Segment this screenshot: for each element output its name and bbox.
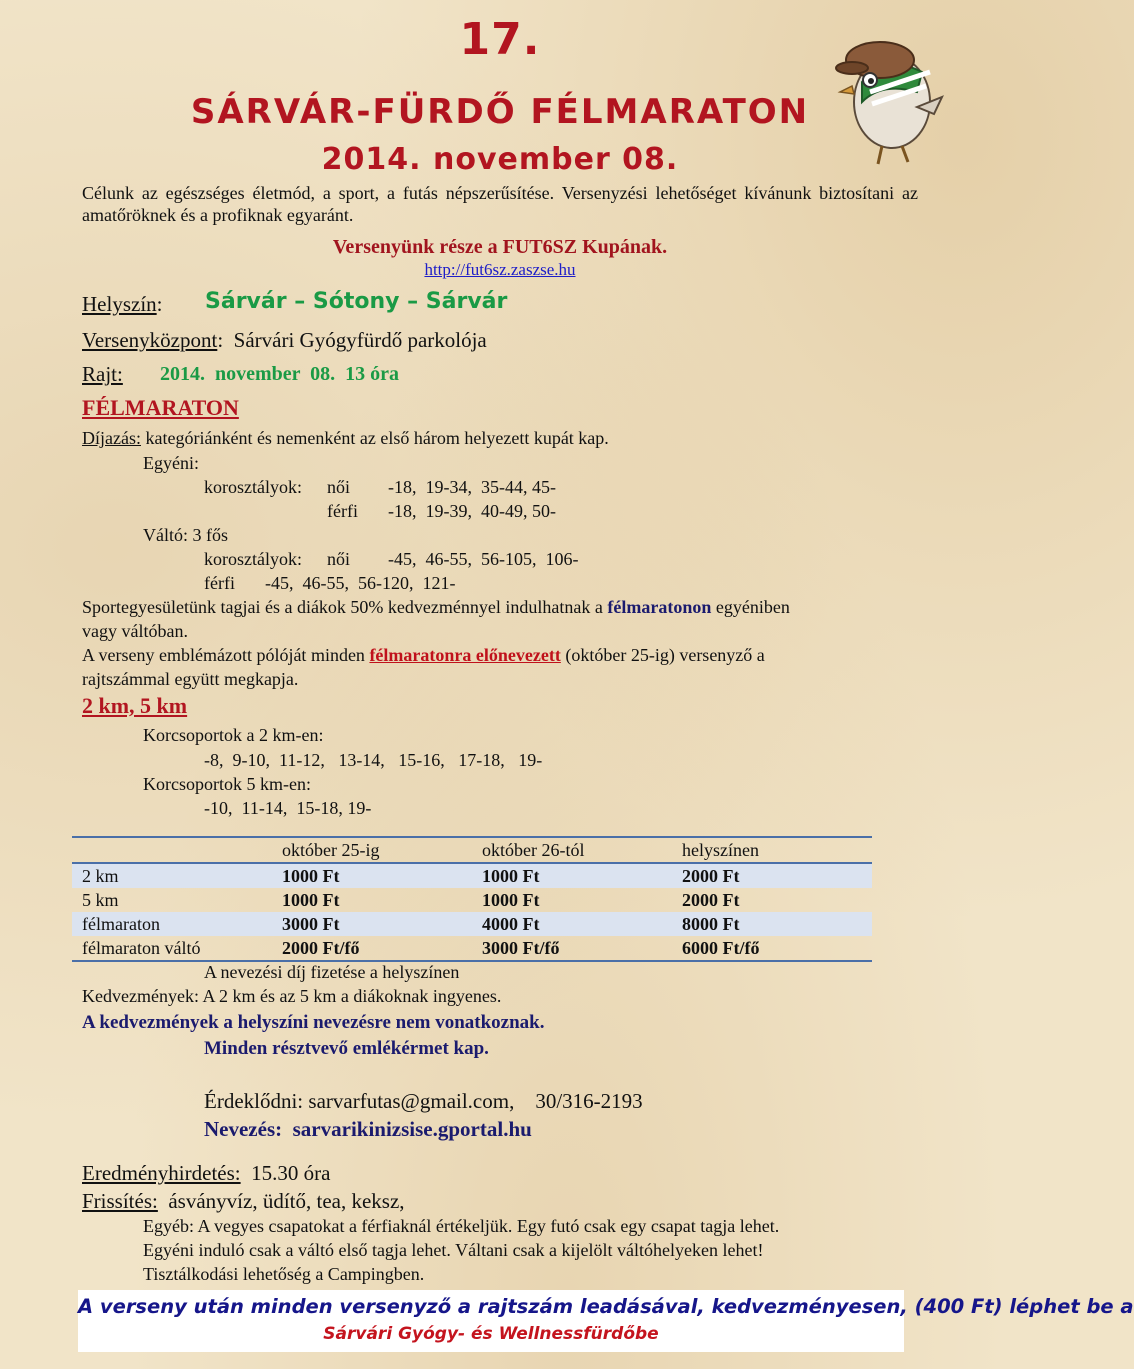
groups-5km: -10, 11-14, 15-18, 19- [204, 798, 372, 818]
individual-label: Egyéni: [143, 453, 199, 473]
medal-note: Minden résztvevő emlékérmet kap. [204, 1038, 489, 1059]
shirt-text-c: (október 25-ig) versenyző a [560, 645, 765, 665]
row-label: 5 km [82, 889, 119, 910]
location-label: Helyszín [82, 292, 157, 316]
fees-header-late: október 26-tól [472, 837, 672, 863]
prize-label: Díjazás: [82, 428, 141, 448]
discount-text-a: Sportegyesületünk tagjai és a diákok 50% kedvezménnyel indulhatnak a [82, 597, 608, 617]
ind-male-groups: -18, 19-39, 40-49, 50- [388, 501, 556, 521]
refresh-row [82, 1189, 405, 1214]
results-row [82, 1161, 330, 1186]
ind-age-groups-label: korosztályok: [204, 477, 302, 497]
half-marathon-title: FÉLMARATON [82, 395, 239, 420]
shirt-line-2: rajtszámmal együtt megkapja. [82, 669, 299, 689]
short-races-title: 2 km, 5 km [82, 693, 188, 718]
discount-note: Kedvezmények: A 2 km és az 5 km a diákoknak ingyenes. [82, 986, 502, 1006]
fee-late: 4000 Ft [482, 913, 540, 934]
entry-label: Nevezés: [204, 1117, 283, 1141]
row-label: félmaraton váltó [72, 936, 272, 961]
fee-early: 1000 Ft [282, 865, 340, 886]
fut6sz-link[interactable] [0, 260, 1000, 280]
bath-banner-line-1: A verseny után minden versenyző a rajtszám leadásával, kedvezményesen, (400 Ft) léphet be a [78, 1295, 1134, 1318]
bath-banner-line-2: Sárvári Gyógy- és Wellnessfürdőbe [323, 1324, 659, 1344]
table-row [72, 863, 872, 888]
center-value: Sárvári Gyógyfürdő parkolója [233, 328, 487, 352]
refresh-value: ásványvíz, üdítő, tea, keksz, [168, 1189, 405, 1213]
relay-age-groups-label: korosztályok: [204, 549, 302, 569]
cup-announcement: Versenyünk része a FUT6SZ Kupának. [332, 236, 668, 258]
other-line-2: Egyéni induló csak a váltó első tagja lehet. Váltani csak a kijelölt váltóhelyeken lehet! [143, 1240, 764, 1260]
location-value: Sárvár – Sótony – Sárvár [205, 289, 508, 314]
start-value: 2014. november 08. 13 óra [160, 363, 400, 385]
other-line-3: Tisztálkodási lehetőség a Campingben. [143, 1264, 425, 1284]
relay-male-groups: -45, 46-55, 56-120, 121- [265, 573, 456, 593]
ind-male-label: férfi [327, 501, 358, 521]
discount-text-c: egyéniben [711, 597, 790, 617]
row-label: félmaraton [82, 913, 160, 934]
other-line-1: Egyéb: A vegyes csapatokat a férfiaknál értékeljük. Egy futó csak egy csapat tagja lehet. [143, 1216, 780, 1236]
fees-header-onsite: helyszínen [672, 837, 872, 863]
prize-row [82, 428, 609, 449]
fee-early: 1000 Ft [282, 889, 340, 910]
discount-line-2: vagy váltóban. [82, 621, 188, 641]
relay-male-label: férfi [204, 573, 235, 593]
prize-text: kategóriánként és nemenként az első három helyezett kupát kap. [145, 428, 609, 448]
intro-text: Célunk az egészséges életmód, a sport, a futás népszerűsítése. Versenyzési lehetőséget kívánunk biztosítani az amatőröknek és a profiknak egyaránt. [82, 183, 918, 225]
fee-onsite: 2000 Ft [682, 889, 740, 910]
fees-header-row [72, 837, 872, 863]
groups-5km-label: Korcsoportok 5 km-en: [143, 774, 311, 794]
contact-info: Érdeklődni: sarvarfutas@gmail.com, 30/316-2193 [204, 1089, 643, 1113]
fee-late: 1000 Ft [482, 889, 540, 910]
results-value: 15.30 óra [251, 1161, 331, 1185]
fee-onsite: 8000 Ft [682, 913, 740, 934]
fee-late: 3000 Ft/fő [472, 936, 672, 961]
fee-onsite: 6000 Ft/fő [672, 936, 872, 961]
shirt-text-a: A verseny emblémázott pólóját minden [82, 645, 370, 665]
shirt-text-b: félmaratonra előnevezett [369, 645, 561, 665]
fees-header-early: október 25-ig [272, 837, 472, 863]
ind-female-label: női [327, 477, 351, 497]
relay-label: Váltó: 3 fős [143, 525, 228, 545]
fee-onsite: 2000 Ft [682, 865, 740, 886]
relay-female-groups: -45, 46-55, 56-105, 106- [388, 549, 579, 569]
row-label: 2 km [82, 865, 119, 886]
fees-header-empty [72, 837, 272, 863]
fees-table [72, 836, 872, 962]
start-label: Rajt: [82, 362, 123, 386]
table-row [72, 888, 872, 912]
groups-2km: -8, 9-10, 11-12, 13-14, 15-16, 17-18, 19- [204, 750, 543, 770]
table-row [72, 912, 872, 936]
results-label: Eredményhirdetés: [82, 1161, 241, 1185]
entry-row [204, 1117, 532, 1142]
ind-female-groups: -18, 19-34, 35-44, 45- [388, 477, 556, 497]
fee-early: 2000 Ft/fő [272, 936, 472, 961]
discount-line-1 [82, 597, 790, 618]
not-apply-note: A kedvezmények a helyszíni nevezésre nem vonatkoznak. [82, 1012, 545, 1033]
center-label: Versenyközpont [82, 328, 218, 352]
groups-2km-label: Korcsoportok a 2 km-en: [143, 725, 324, 745]
start-row [82, 362, 123, 387]
edition-number: 17. [459, 14, 541, 65]
shirt-line-1 [82, 645, 765, 666]
discount-text-b: félmaratonon [607, 597, 712, 617]
payment-note: A nevezési díj fizetése a helyszínen [204, 962, 460, 982]
entry-link[interactable]: sarvarikinizsise.gportal.hu [292, 1117, 532, 1141]
event-title: SÁRVÁR-FÜRDŐ FÉLMARATON [190, 92, 810, 132]
event-date: 2014. november 08. [321, 142, 679, 177]
location-row: Helyszín: [82, 292, 163, 316]
relay-female-label: női [327, 549, 351, 569]
fee-early: 3000 Ft [282, 913, 340, 934]
fut6sz-link-text[interactable]: http://fut6sz.zaszse.hu [424, 260, 576, 279]
fee-late: 1000 Ft [482, 865, 540, 886]
table-row [72, 936, 872, 961]
refresh-label: Frissítés: [82, 1189, 158, 1213]
runner-bird-mascot-icon [822, 12, 952, 172]
center-row: Versenyközpont: Sárvári Gyógyfürdő parkolója [82, 328, 487, 352]
